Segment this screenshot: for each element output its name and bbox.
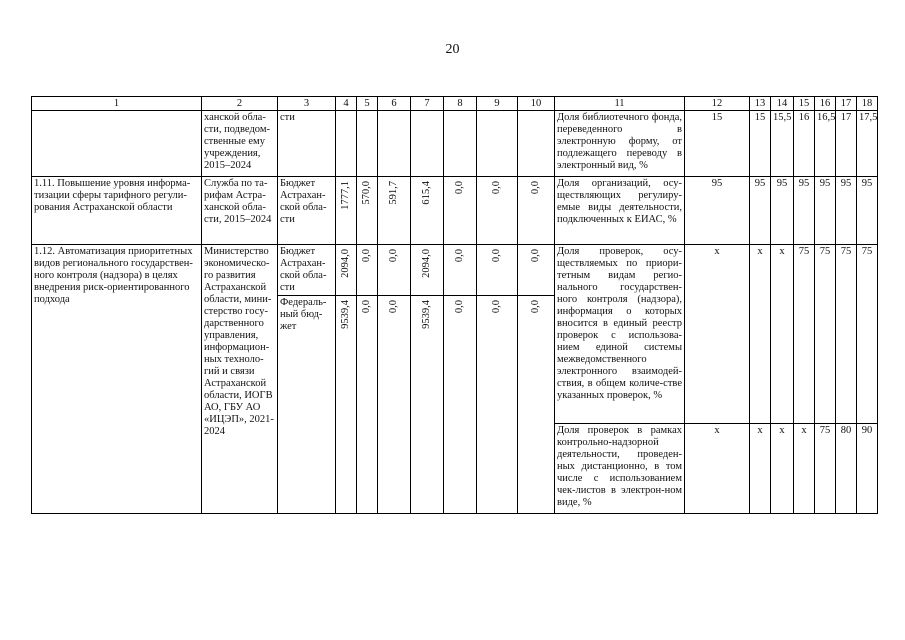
header-cell: 8 [444, 97, 477, 111]
target-cell: 95 [771, 177, 794, 245]
amount-cell: 0,0 [378, 245, 411, 296]
table-row [32, 111, 878, 177]
target-cell: 75 [815, 245, 836, 424]
target-cell: х [771, 424, 794, 514]
header-cell: 1 [32, 97, 202, 111]
target-cell: 17 [836, 111, 857, 177]
target-cell: 75 [815, 424, 836, 514]
target-cell: х [685, 245, 750, 424]
target-cell: 75 [857, 245, 878, 424]
header-cell: 4 [336, 97, 357, 111]
program-table [31, 96, 878, 514]
table-row [32, 177, 878, 245]
header-cell: 15 [794, 97, 815, 111]
funding-source: Бюджет Астрахан-ской обла-сти [278, 177, 336, 245]
amount-cell [357, 111, 378, 177]
amount-cell: 0,0 [477, 296, 518, 514]
target-cell: 16 [794, 111, 815, 177]
header-cell: 6 [378, 97, 411, 111]
target-cell: 95 [815, 177, 836, 245]
amount-cell: 0,0 [357, 296, 378, 514]
amount-cell: 570,0 [357, 177, 378, 245]
amount-cell: 9539,4 [411, 296, 444, 514]
target-cell: 16,5 [815, 111, 836, 177]
header-cell: 18 [857, 97, 878, 111]
indicator-text: Доля проверок в рамках контрольно-надзорной деятельности, проведен-ных дистанционно, в том числе с использованием чек-листов в электрон-ном виде, % [555, 424, 685, 514]
executor: ханской обла-сти, подведом-ственные ему учреждения, 2015–2024 [202, 111, 278, 177]
amount-cell: 0,0 [444, 296, 477, 514]
amount-cell [378, 111, 411, 177]
target-cell: х [750, 245, 771, 424]
target-cell: 17,5 [857, 111, 878, 177]
amount-cell: 0,0 [444, 245, 477, 296]
target-cell: х [794, 424, 815, 514]
indicator-text: Доля библиотечного фонда, переведенного в электронную форму, от подлежащего переводу в электронный вид, % [555, 111, 685, 177]
header-cell: 14 [771, 97, 794, 111]
amount-cell: 9539,4 [336, 296, 357, 514]
header-cell: 12 [685, 97, 750, 111]
amount-cell [518, 111, 555, 177]
amount-cell: 0,0 [378, 296, 411, 514]
amount-cell [336, 111, 357, 177]
header-cell: 11 [555, 97, 685, 111]
funding-source: Федераль-ный бюд-жет [278, 296, 336, 514]
header-cell: 2 [202, 97, 278, 111]
measure-name: 1.12. Автоматизация приоритетных видов регионального государствен-ного контроля (надзора) в целях внедрения риск-ориентированного подхода [32, 245, 202, 514]
target-cell: 90 [857, 424, 878, 514]
target-cell: 95 [857, 177, 878, 245]
header-cell: 17 [836, 97, 857, 111]
executor: Служба по та-рифам Астра-ханской обла-сти, 2015–2024 [202, 177, 278, 245]
header-cell: 16 [815, 97, 836, 111]
target-cell: 15 [750, 111, 771, 177]
measure-name: 1.11. Повышение уровня информа-тизации сферы тарифного регули-рования Астраханской области [32, 177, 202, 245]
target-cell: 95 [836, 177, 857, 245]
executor: Министерство экономическо-го развития Астраханской области, мини-стерство госу-дарственного управления, информацион-ных техноло-гий и связи Астраханской области, ИОГВ АО, ГБУ АО «ИЦЭП», 2021-2024 [202, 245, 278, 514]
target-cell: 80 [836, 424, 857, 514]
amount-cell [444, 111, 477, 177]
amount-cell: 591,7 [378, 177, 411, 245]
target-cell: 95 [794, 177, 815, 245]
funding-source: Бюджет Астрахан-ской обла-сти [278, 245, 336, 296]
header-cell: 9 [477, 97, 518, 111]
header-cell: 5 [357, 97, 378, 111]
amount-cell [477, 111, 518, 177]
target-cell: х [750, 424, 771, 514]
header-cell: 10 [518, 97, 555, 111]
amount-cell: 2094,0 [411, 245, 444, 296]
indicator-text: Доля организаций, осу-ществляющих регулиру-емые виды деятельности, подключенных к ЕИАС, % [555, 177, 685, 245]
amount-cell: 0,0 [518, 296, 555, 514]
amount-cell: 2094,0 [336, 245, 357, 296]
amount-cell: 0,0 [477, 245, 518, 296]
target-cell: 15 [685, 111, 750, 177]
amount-cell: 615,4 [411, 177, 444, 245]
funding-source: сти [278, 111, 336, 177]
target-cell: 95 [750, 177, 771, 245]
target-cell: х [771, 245, 794, 424]
amount-cell: 0,0 [477, 177, 518, 245]
measure-name [32, 111, 202, 177]
target-cell: 75 [836, 245, 857, 424]
header-cell: 3 [278, 97, 336, 111]
amount-cell: 0,0 [518, 245, 555, 296]
header-row [32, 97, 878, 111]
target-cell: 95 [685, 177, 750, 245]
table-row [32, 245, 878, 296]
header-cell: 13 [750, 97, 771, 111]
page-number: 20 [445, 42, 460, 57]
indicator-text: Доля проверок, осу-ществляемых по приори-тетным видам регио-нального государствен-ного контроля (надзора), информация о которых вносится в единый реестр проверок с использова-нием единой системы межведомственного электронного взаимодей-ствия, в общем количе-стве указанных проверок, % [555, 245, 685, 424]
target-cell: х [685, 424, 750, 514]
amount-cell [411, 111, 444, 177]
target-cell: 15,5 [771, 111, 794, 177]
amount-cell: 0,0 [357, 245, 378, 296]
target-cell: 75 [794, 245, 815, 424]
header-cell: 7 [411, 97, 444, 111]
amount-cell: 1777,1 [336, 177, 357, 245]
amount-cell: 0,0 [444, 177, 477, 245]
amount-cell: 0,0 [518, 177, 555, 245]
